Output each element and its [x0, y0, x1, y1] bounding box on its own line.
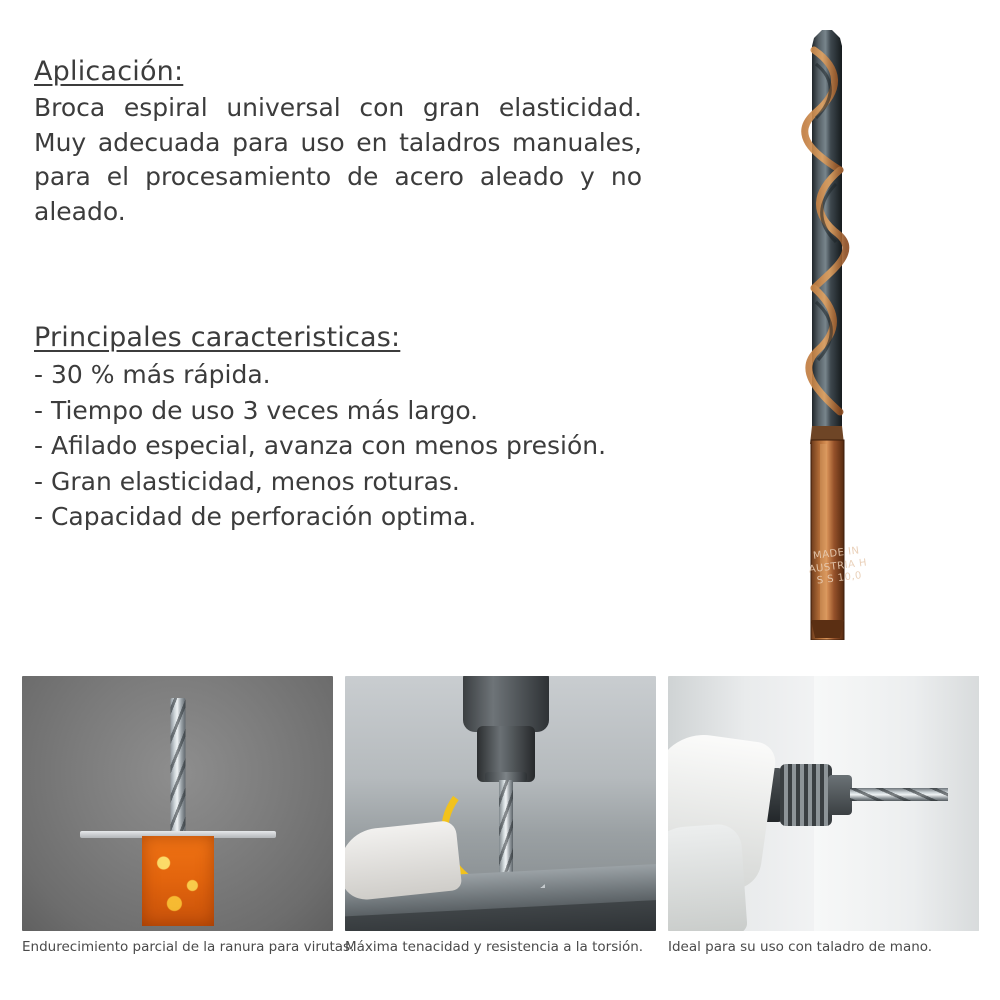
photo-caption: Ideal para su uso con taladro de mano.: [668, 939, 933, 955]
photo-strip: [22, 676, 980, 976]
photo-card: [345, 676, 656, 976]
photo-torsion-resistance: [345, 676, 656, 931]
application-section: [34, 56, 664, 229]
feature-item: - Gran elasticidad, menos roturas.: [34, 466, 460, 496]
features-heading: Principales caracteristicas:: [34, 322, 401, 353]
drill-bit-image: [770, 20, 900, 640]
features-list: [34, 357, 674, 535]
application-body: Broca espiral universal con gran elasticidad. Muy adecuada para uso en taladros manuales, para el procesamiento de acero aleado y no aleado.: [34, 93, 642, 226]
photo-card: [668, 676, 979, 976]
features-section: [34, 322, 674, 535]
photo-flute-hardening: [22, 676, 333, 931]
drill-bit-icon: [770, 20, 900, 640]
photo-card: [22, 676, 355, 976]
photo-hand-drill: [668, 676, 979, 931]
feature-item: - Capacidad de perforación optima.: [34, 502, 477, 531]
feature-item: - Afilado especial, avanza con menos presión.: [34, 431, 607, 460]
drill-bit-shank-marking: MADE IN AUSTRIA H S S 10,0: [808, 545, 868, 587]
photo-caption: Endurecimiento parcial de la ranura para virutas.: [22, 939, 355, 955]
feature-item: - Tiempo de uso 3 veces más largo.: [34, 395, 479, 425]
application-heading: Aplicación:: [34, 56, 184, 87]
feature-item: - 30 % más rápida.: [34, 360, 271, 389]
photo-caption: Máxima tenacidad y resistencia a la torsión.: [345, 939, 644, 955]
